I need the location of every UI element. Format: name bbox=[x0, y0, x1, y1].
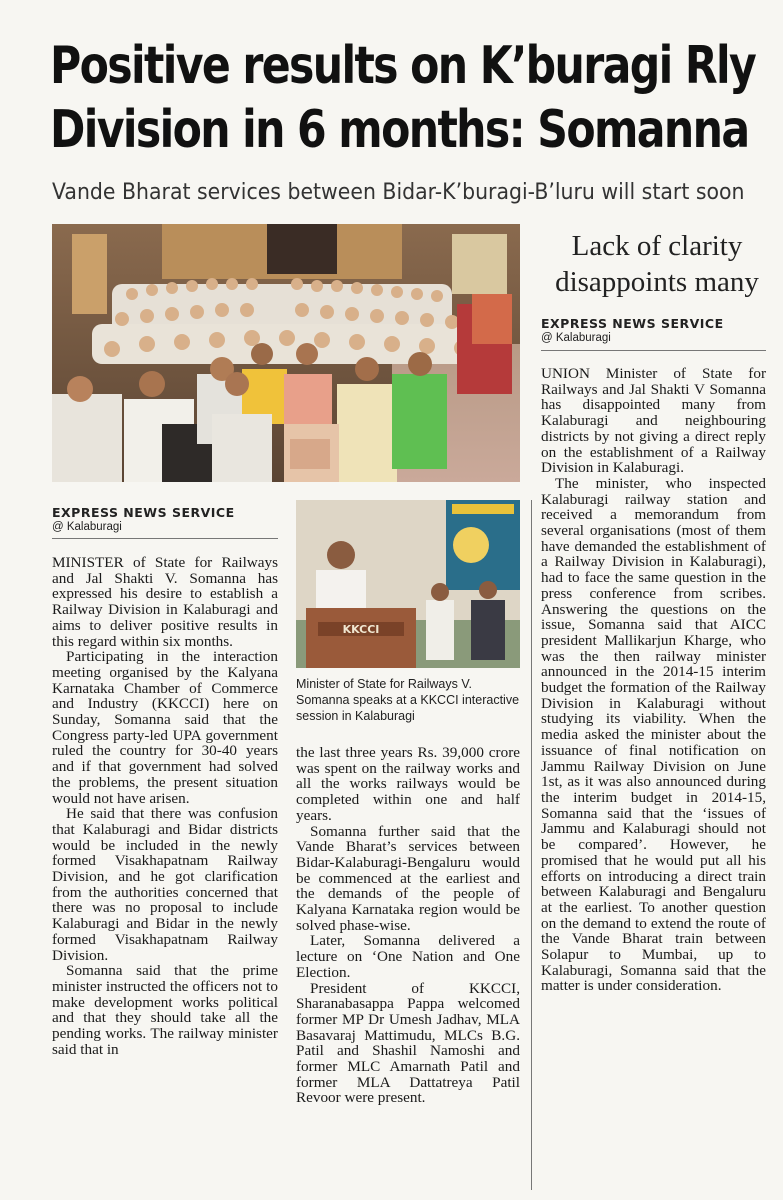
subheadline: Vande Bharat services between Bidar-K’buragi-B’luru will start soon bbox=[52, 180, 745, 205]
paragraph: The minister, who inspected Kalaburagi railway station and received a memorandum from several organisations (most of them have demanded the establishment of a Railway Division in Kalaburagi), had to face the same question in the press conference from scribes. Answering the questions on the issue, Somanna said that AICC president Mallikarjun Kharge, who was the then railway minister announced in the 2014-15 interim budget the formation of the Railway Division in Kalaburagi without studying its viability. When the media asked the minister about the issuance of final notification on Jammu Railway Division on June 1st, as it was also announced during the interim budget in 2014-15, Somanna said that the ‘issues of Jammu and Kalaburagi should not be compared’. However, he promised that he would put all his efforts on introducing a direct train between Kalaburagi and Bengaluru at the earliest. To another question on the demand to extend the route of the Vande Bharat train between Solapur to Mumbai, up to Kalaburagi, Somanna said that the matter is under consideration. bbox=[541, 474, 766, 995]
main-dateline: @ Kalaburagi bbox=[52, 521, 122, 533]
side-title-line-1: Lack of clarity bbox=[571, 230, 743, 262]
paragraph: He said that there was confusion that Kalaburagi and Bidar districts would be included in the newly formed Visakhapatnam Railway Division, and he got clarification from the authorities concerned that there was no proposal to include Kalaburagi and Bidar in the newly formed Visakhapatnam Railway Division. bbox=[52, 805, 278, 964]
side-dateline: @ Kalaburagi bbox=[541, 332, 611, 344]
paragraph: UNION Minister of State for Railways and Jal Shakti V Somanna has disappointed many from Kalaburagi and neighbouring districts by not giving a direct reply on the establishment of a Railway Division in Kalaburagi. bbox=[541, 365, 766, 477]
byline-divider bbox=[52, 538, 278, 539]
paragraph: President of KKCCI, Sharanabasappa Pappa welcomed former MP Dr Umesh Jadhav, MLA Basavaraj Mattimudu, MLCs B.G. Patil and Shashil Namoshi and former MLC Amarnath Patil and former MLA Dattatreya Patil Revoor were present. bbox=[296, 979, 520, 1107]
podium-label: KKCCI bbox=[342, 623, 380, 636]
headline-line-1: Positive results on K’buragi Rly bbox=[50, 36, 756, 96]
photo-caption: Minister of State for Railways V. Somanna speaks at a KKCCI interactive session in Kalaburagi bbox=[296, 677, 520, 723]
paragraph: Later, Somanna delivered a lecture on ‘One Nation and One Election. bbox=[296, 932, 520, 981]
column-rule bbox=[531, 500, 532, 1190]
side-title-line-2: disappoints many bbox=[555, 266, 759, 298]
headline-line-2: Division in 6 months: Somanna bbox=[50, 100, 749, 160]
main-story-column-2 bbox=[296, 745, 520, 1106]
audience-photo bbox=[52, 224, 520, 482]
paragraph: Somanna further said that the Vande Bharat’s services between Bidar-Kalaburagi-Bengaluru would be commenced at the earliest and the demands of the people of Kalyana Karnataka region would be solved phase-wise. bbox=[296, 822, 520, 934]
speaker-photo bbox=[296, 500, 520, 668]
main-story-column-1 bbox=[52, 555, 278, 1058]
paragraph: Somanna said that the prime minister instructed the officers not to make development works political and that they should take all the pending works. The railway minister said that in bbox=[52, 962, 278, 1058]
main-byline: EXPRESS NEWS SERVICE bbox=[52, 505, 235, 520]
headline bbox=[50, 34, 756, 162]
paragraph: MINISTER of State for Railways and Jal Shakti V. Somanna has expressed his desire to establish a Railway Division in Kalaburagi and aims to deliver positive results in this regard within six months. bbox=[52, 554, 278, 650]
side-story-title bbox=[542, 228, 772, 300]
side-byline: EXPRESS NEWS SERVICE bbox=[541, 316, 724, 331]
side-story-body bbox=[541, 366, 766, 994]
paragraph: the last three years Rs. 39,000 crore was spent on the railway works and all the works railways would be completed within one and half years. bbox=[296, 744, 520, 824]
paragraph: Participating in the interaction meeting organised by the Kalyana Karnataka Chamber of Commerce and Industry (KKCCI) here on Sunday, Somanna said that the Congress party-led UPA government ruled the country for 30-40 years and if that government had solved the problems, the present situation would not have arisen. bbox=[52, 648, 278, 807]
side-byline-divider bbox=[541, 350, 766, 351]
